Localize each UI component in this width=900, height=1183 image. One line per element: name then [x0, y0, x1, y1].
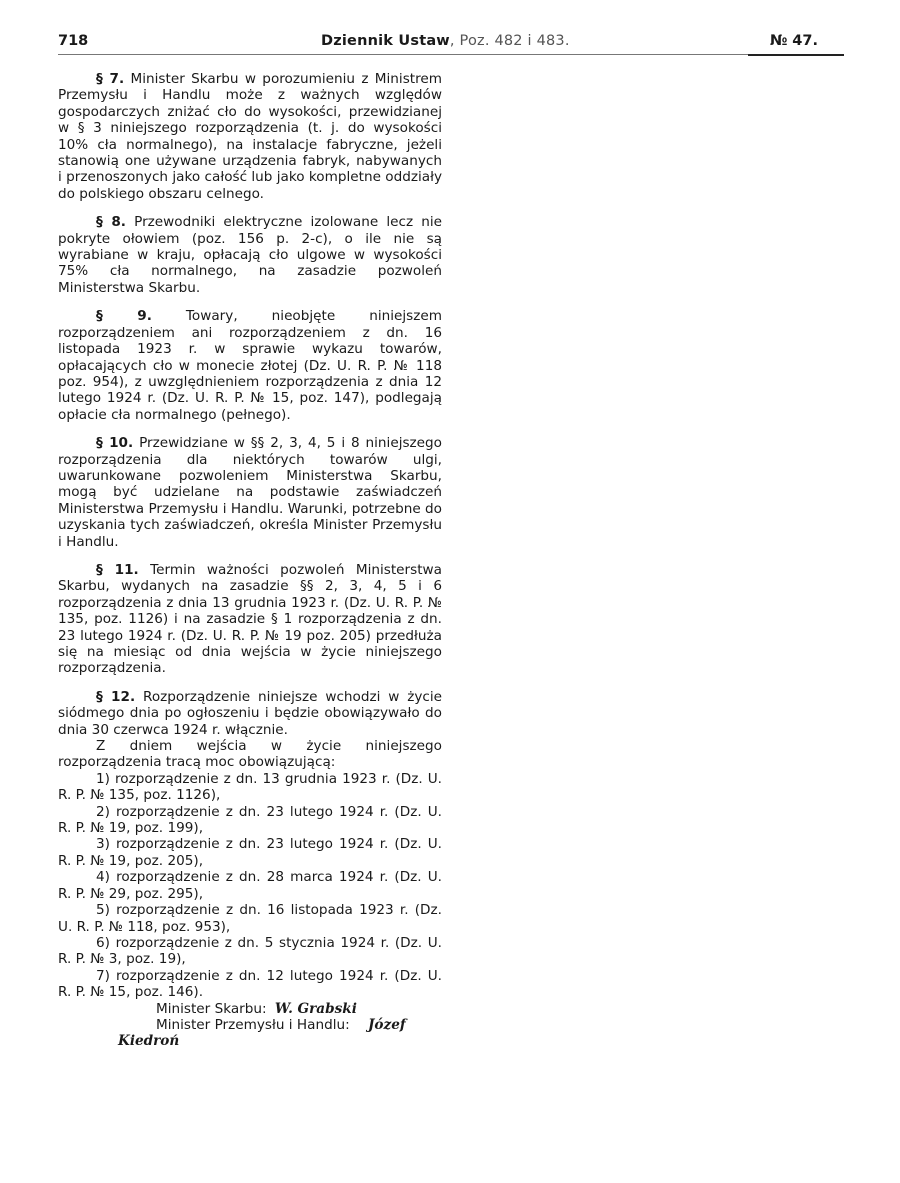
section-10 [58, 435, 442, 550]
repeal-intro: Z dniem wejścia w życie niniejszego rozporządzenia tracą moc obowiązującą: [58, 738, 442, 771]
section-number: § 7. [96, 71, 125, 87]
signatory-title: Minister Skarbu: [156, 1000, 267, 1017]
header-rule-thick [748, 54, 844, 56]
section-text: Rozporządzenie niniejsze wchodzi w życie siódmego dnia po ogłoszeniu i będzie obowiązywało do dnia 30 czerwca 1924 r. włącznie. [58, 688, 442, 738]
section-9 [58, 308, 442, 423]
section-text: Przewodniki elektryczne izolowane lecz nie pokryte ołowiem (poz. 156 p. 2-c), o ile nie są wyrabiane w kraju, opłacają cło ulgowe w wysokości 75% cła normalnego, na zasadzie pozwoleń Ministerstwa Skarbu. [58, 214, 442, 296]
section-number: § 10. [96, 435, 134, 452]
section-11 [58, 562, 442, 677]
issue-number: № 47. [769, 33, 818, 49]
section-number: § 12. [96, 688, 136, 705]
repealed-item: 5) rozporządzenie z dn. 16 listopada 1923 r. (Dz. U. R. P. № 118, poz. 953), [58, 902, 442, 935]
repealed-item: 6) rozporządzenie z dn. 5 stycznia 1924 r. (Dz. U. R. P. № 3, poz. 19), [58, 934, 442, 968]
section-text: Termin ważności pozwoleń Ministerstwa Skarbu, wydanych na zasadzie §§ 2, 3, 4, 5 i 6 rozporządzenia z dnia 13 grudnia 1923 r. (Dz. U. R. P. № 135, poz. 1126) i na zasadzie § 1 rozporządzenia z dn. 23 lutego 1924 r. (Dz. U. R. P. № 19 poz. 205) przedłuża się na miesiąc od dnia wejścia w życie niniejszego rozporządzenia. [58, 561, 442, 677]
page-number: 718 [58, 33, 89, 49]
signature-line [58, 1001, 442, 1017]
signatory-name: Józef Kiedroń [118, 1016, 406, 1050]
section-number: § 11. [96, 561, 139, 578]
section-text: Towary, nieobjęte niniejszem rozporządzeniem ani rozporządzeniem z dn. 16 listopada 1923 r. w sprawie wykazu towarów, opłacających cło w monecie złotej (Dz. U. R. P. № 118 poz. 954), z uwzględnieniem rozporządzenia z dnia 12 lutego 1924 r. (Dz. U. R. P. № 15, poz. 147), podlegają opłacie cła normalnego (pełnego). [58, 308, 442, 423]
signatory-title: Minister Przemysłu i Handlu: [156, 1016, 350, 1033]
section-text: Przewidziane w §§ 2, 3, 4, 5 i 8 niniejszego rozporządzenia dla niektórych towarów ulgi, uwarunkowane pozwoleniem Ministerstwa Skarbu, mogą być udzielane na podstawie zaświadczeń Ministerstwa Przemysłu i Handlu. Warunki, potrzebne do uzyskania tych zaświadczeń, określa Minister Przemysłu i Handlu. [58, 435, 442, 550]
section-12 [58, 689, 442, 738]
text-column [58, 71, 442, 1050]
section-8 [58, 214, 442, 296]
signature-line [58, 1017, 442, 1050]
header-rule [58, 54, 748, 55]
repealed-item: 4) rozporządzenie z dn. 28 marca 1924 r. (Dz. U. R. P. № 29, poz. 295), [58, 869, 442, 902]
section-text: Minister Skarbu w porozumieniu z Ministrem Przemysłu i Handlu może z ważnych względów gospodarczych zniżać cło do wysokości, przewidzianej w § 3 niniejszego rozporządzenia (t. j. do wysokości 10% cła normalnego), na instalacje fabryczne, jeżeli stanowią one używane urządzenia fabryk, nabywanych i przenoszonych jako całość lub jako kompletne oddziały do polskiego obszaru celnego. [58, 71, 443, 202]
repealed-item: 3) rozporządzenie z dn. 23 lutego 1924 r. (Dz. U. R. P. № 19, poz. 205), [58, 836, 442, 869]
page-header [58, 33, 840, 55]
repealed-item: 2) rozporządzenie z dn. 23 lutego 1924 r. (Dz. U. R. P. № 19, poz. 199), [58, 803, 442, 837]
issue-reference: , Poz. 482 i 483. [449, 33, 570, 49]
journal-title: Dziennik Ustaw [321, 33, 450, 49]
section-7 [58, 71, 442, 202]
section-number: § 9. [96, 308, 152, 325]
repealed-item: 1) rozporządzenie z dn. 13 grudnia 1923 r. (Dz. U. R. P. № 135, poz. 1126), [58, 770, 442, 804]
repealed-item: 7) rozporządzenie z dn. 12 lutego 1924 r. (Dz. U. R. P. № 15, poz. 146). [58, 967, 442, 1001]
section-number: § 8. [96, 214, 126, 231]
running-head [321, 33, 570, 49]
signatory-name: W. Grabski [274, 1000, 357, 1017]
